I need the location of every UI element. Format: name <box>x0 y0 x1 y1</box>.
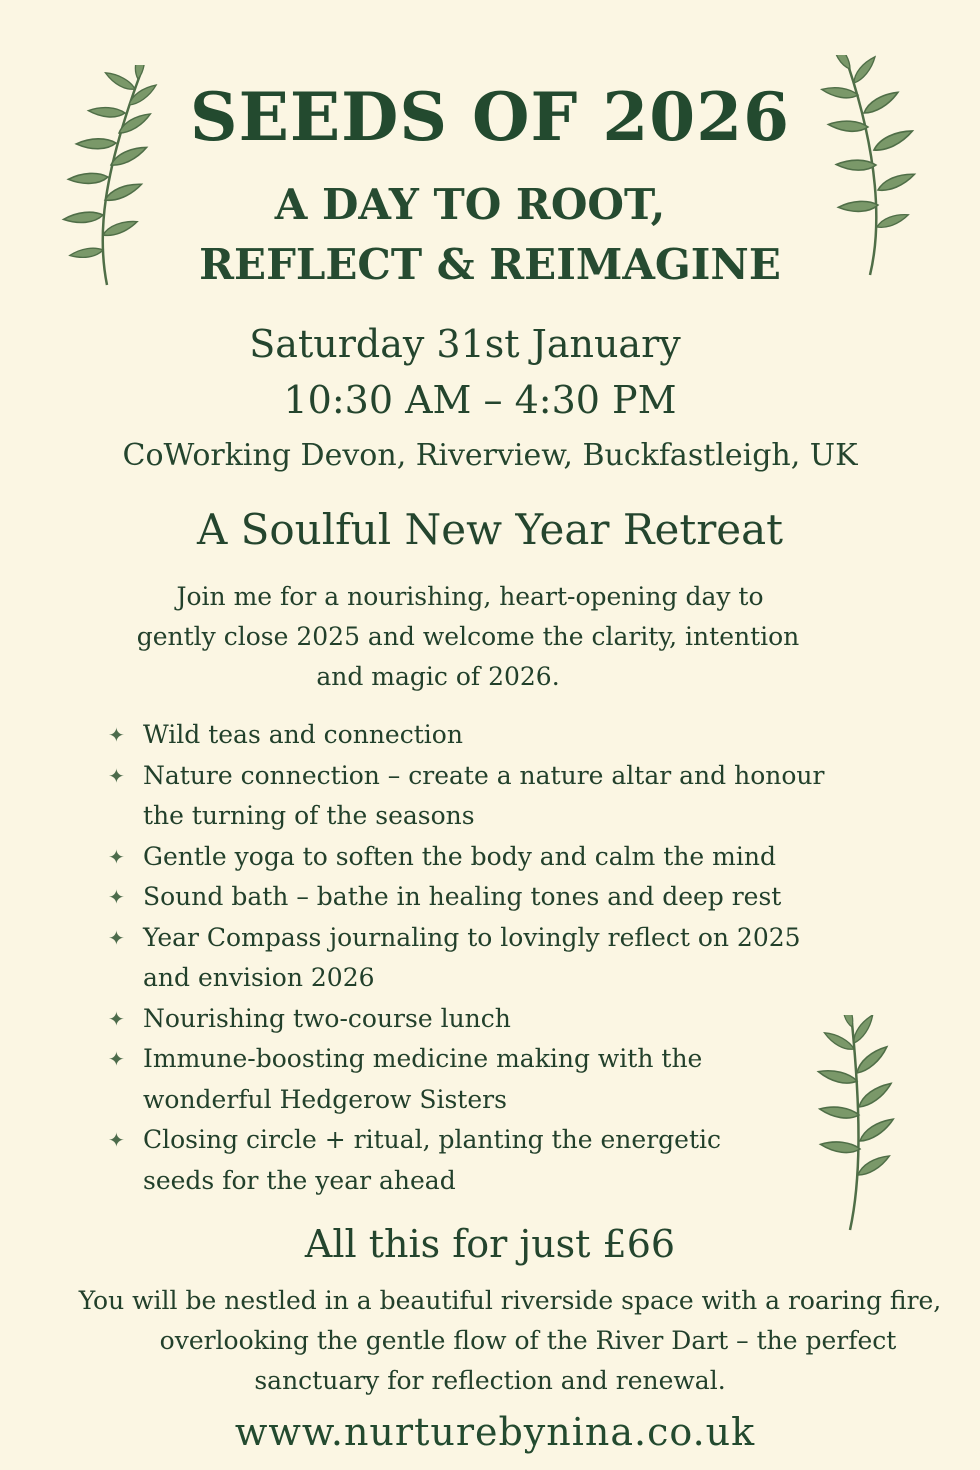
activity-list <box>108 715 868 1201</box>
website-link[interactable]: www.nurturebynina.co.uk <box>234 1410 756 1454</box>
list-item <box>108 1039 868 1120</box>
intro-line-1: Join me for a nourishing, heart-opening day to <box>176 582 764 611</box>
closing-line-3: sanctuary for reflection and renewal. <box>254 1366 726 1395</box>
section-heading: A Soulful New Year Retreat <box>196 505 784 554</box>
four-point-star-icon: ✦ <box>108 885 125 909</box>
list-item-text: and envision 2026 <box>143 963 375 992</box>
four-point-star-icon: ✦ <box>108 925 125 950</box>
subtitle-line-2: REFLECT & REIMAGINE <box>199 240 781 289</box>
list-item <box>108 756 868 837</box>
list-item-text: Year Compass journaling to lovingly reflect on 2025 <box>143 922 801 952</box>
intro-line-2: gently close 2025 and welcome the clarity, intention <box>136 622 800 651</box>
four-point-star-icon: ✦ <box>108 763 125 788</box>
event-time: 10:30 AM – 4:30 PM <box>283 378 677 422</box>
list-item <box>108 918 868 999</box>
list-item-text: Gentle yoga to soften the body and calm the mind <box>143 841 776 871</box>
closing-line-1: You will be nestled in a beautiful riverside space with a roaring fire, <box>78 1286 942 1315</box>
four-point-star-icon: ✦ <box>108 844 125 869</box>
list-item-text: Immune-boosting medicine making with the <box>143 1044 703 1073</box>
list-item-text: Nourishing two-course lunch <box>143 1003 511 1033</box>
list-item-text: Nature connection – create a nature altar and honour <box>143 760 825 790</box>
list-item-text: wonderful Hedgerow Sisters <box>143 1084 507 1114</box>
list-item <box>108 999 868 1040</box>
list-item <box>108 715 868 756</box>
price-line: All this for just £66 <box>304 1222 676 1266</box>
subtitle-line-1: A DAY TO ROOT, <box>274 180 666 229</box>
four-point-star-icon: ✦ <box>108 723 125 747</box>
four-point-star-icon: ✦ <box>108 1047 125 1071</box>
intro-line-3: and magic of 2026. <box>316 662 560 691</box>
four-point-star-icon: ✦ <box>108 1006 125 1031</box>
event-date: Saturday 31st January <box>249 322 681 366</box>
closing-line-2: overlooking the gentle flow of the River Dart – the perfect <box>159 1326 897 1355</box>
event-title: SEEDS OF 2026 <box>189 78 791 156</box>
list-item <box>108 837 868 878</box>
list-item-text: Sound bath – bathe in healing tones and deep rest <box>143 882 782 911</box>
list-item <box>108 877 868 918</box>
four-point-star-icon: ✦ <box>108 1128 125 1152</box>
list-item-text: Closing circle + ritual, planting the energetic <box>143 1125 721 1154</box>
list-item-text: Wild teas and connection <box>143 720 463 749</box>
event-venue: CoWorking Devon, Riverview, Buckfastleigh, UK <box>122 438 858 473</box>
list-item <box>108 1120 868 1201</box>
list-item-text: seeds for the year ahead <box>143 1165 456 1195</box>
list-item-text: the turning of the seasons <box>143 801 475 830</box>
